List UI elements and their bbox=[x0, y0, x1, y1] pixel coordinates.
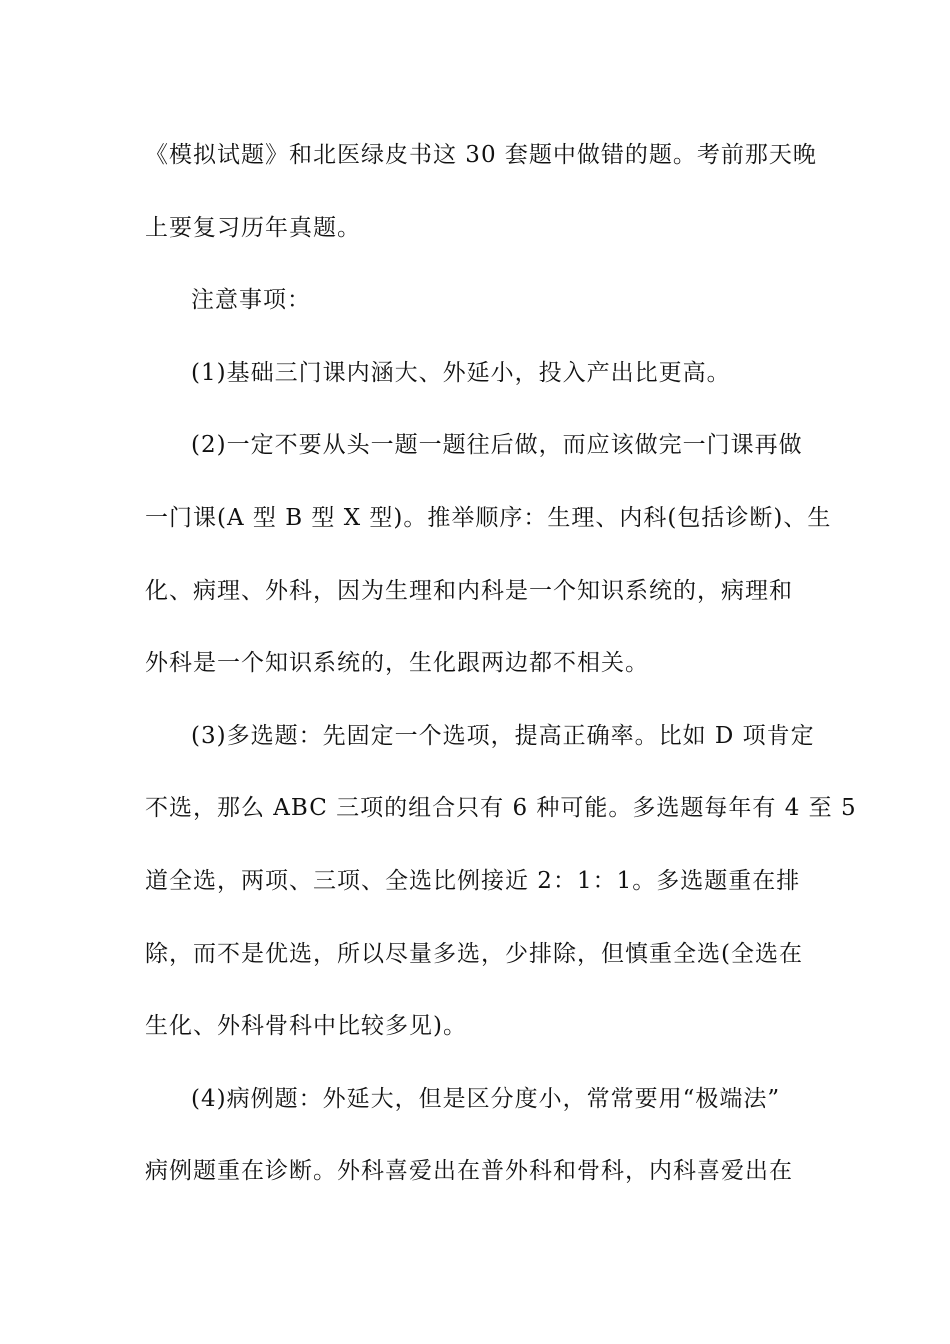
text-line: 除，而不是优选，所以尽量多选，少排除，但慎重全选(全选在 bbox=[145, 940, 803, 967]
text-line: 生化、外科骨科中比较多见)。 bbox=[145, 1013, 467, 1040]
body-text bbox=[145, 130, 857, 1219]
text-line: (3)多选题：先固定一个选项，提高正确率。比如 D 项肯定 bbox=[191, 722, 815, 749]
text-line: 不选，那么 ABC 三项的组合只有 6 种可能。多选题每年有 4 至 5 bbox=[145, 795, 857, 822]
text-line: 病例题重在诊断。外科喜爱出在普外科和骨科，内科喜爱出在 bbox=[145, 1158, 793, 1185]
text-line: (1)基础三门课内涵大、外延小，投入产出比更高。 bbox=[191, 359, 731, 386]
text-line: 上要复习历年真题。 bbox=[145, 214, 361, 241]
text-line: 一门课(A 型 B 型 X 型)。推举顺序：生理、内科(包括诊断)、生 bbox=[145, 504, 832, 531]
text-line: 外科是一个知识系统的，生化跟两边都不相关。 bbox=[145, 650, 649, 677]
text-line: (2)一定不要从头一题一题往后做，而应该做完一门课再做 bbox=[191, 432, 803, 459]
text-line: 道全选，两项、三项、全选比例接近 2：1：1。多选题重在排 bbox=[145, 867, 801, 894]
text-line: 化、病理、外科，因为生理和内科是一个知识系统的，病理和 bbox=[145, 577, 793, 604]
text-line: 《模拟试题》和北医绿皮书这 30 套题中做错的题。考前那天晚 bbox=[145, 142, 817, 168]
section-heading: 注意事项： bbox=[191, 287, 311, 314]
text-line: (4)病例题：外延大，但是区分度小，常常要用“极端法” bbox=[191, 1085, 781, 1112]
